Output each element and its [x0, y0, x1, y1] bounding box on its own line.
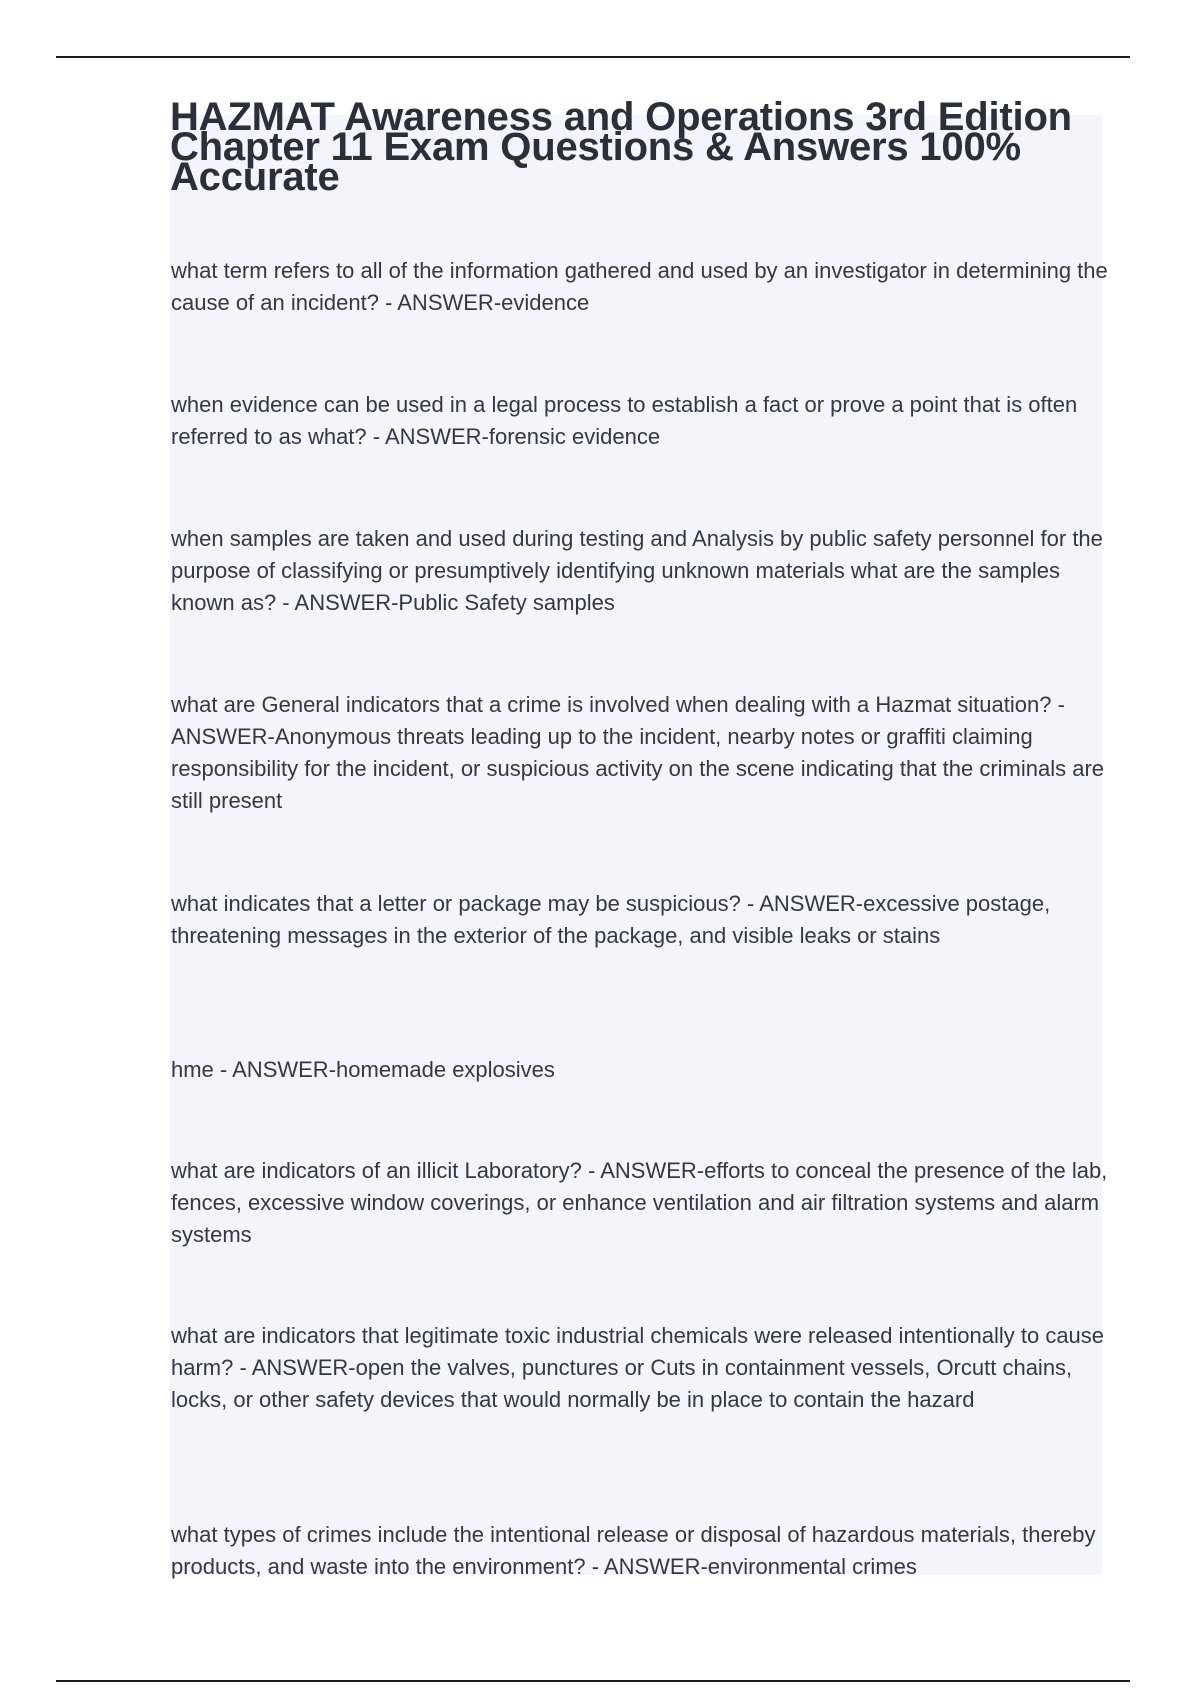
qa-item-4: what are General indicators that a crime is involved when dealing with a Hazmat situation? - ANSWER-Anonymous threats leading up to the incident, nearby notes or graffiti claiming responsibility for the incident, or suspicious activity on the scene indicating that the criminals are still present	[171, 692, 1105, 813]
qa-item-2: when evidence can be used in a legal process to establish a fact or prove a point that is often referred to as what? - ANSWER-forensic evidence	[171, 392, 1078, 449]
top-divider	[56, 56, 1130, 58]
qa-item-1: what term refers to all of the information gathered and used by an investigator in determining the cause of an incident? - ANSWER-evidence	[171, 258, 1108, 315]
bottom-divider	[56, 1680, 1130, 1682]
qa-item-9: what types of crimes include the intentional release or disposal of hazardous materials, thereby products, and waste into the environment? - ANSWER-environmental crimes	[171, 1522, 1096, 1579]
qa-item-8: what are indicators that legitimate toxic industrial chemicals were released intentionally to cause harm? - ANSWER-open the valves, punctures or Cuts in containment vessels, Orcutt chains, locks, or other safety devices that would normally be in place to contain the hazard	[171, 1323, 1105, 1412]
document-title: HAZMAT Awareness and Operations 3rd Edition Chapter 11 Exam Questions & Answers 100% Accurate	[170, 95, 1072, 199]
qa-item-6: hme - ANSWER-homemade explosives	[171, 1057, 555, 1082]
qa-item-3: when samples are taken and used during testing and Analysis by public safety personnel for the purpose of classifying or presumptively identifying unknown materials what are the samples known as? - ANSWER-Public Safety samples	[171, 526, 1103, 615]
qa-item-7: what are indicators of an illicit Laboratory? - ANSWER-efforts to conceal the presence of the lab, fences, excessive window coverings, or enhance ventilation and air filtration systems and alarm systems	[171, 1158, 1108, 1247]
qa-item-5: what indicates that a letter or package may be suspicious? - ANSWER-excessive postage, threatening messages in the exterior of the package, and visible leaks or stains	[171, 891, 1051, 948]
